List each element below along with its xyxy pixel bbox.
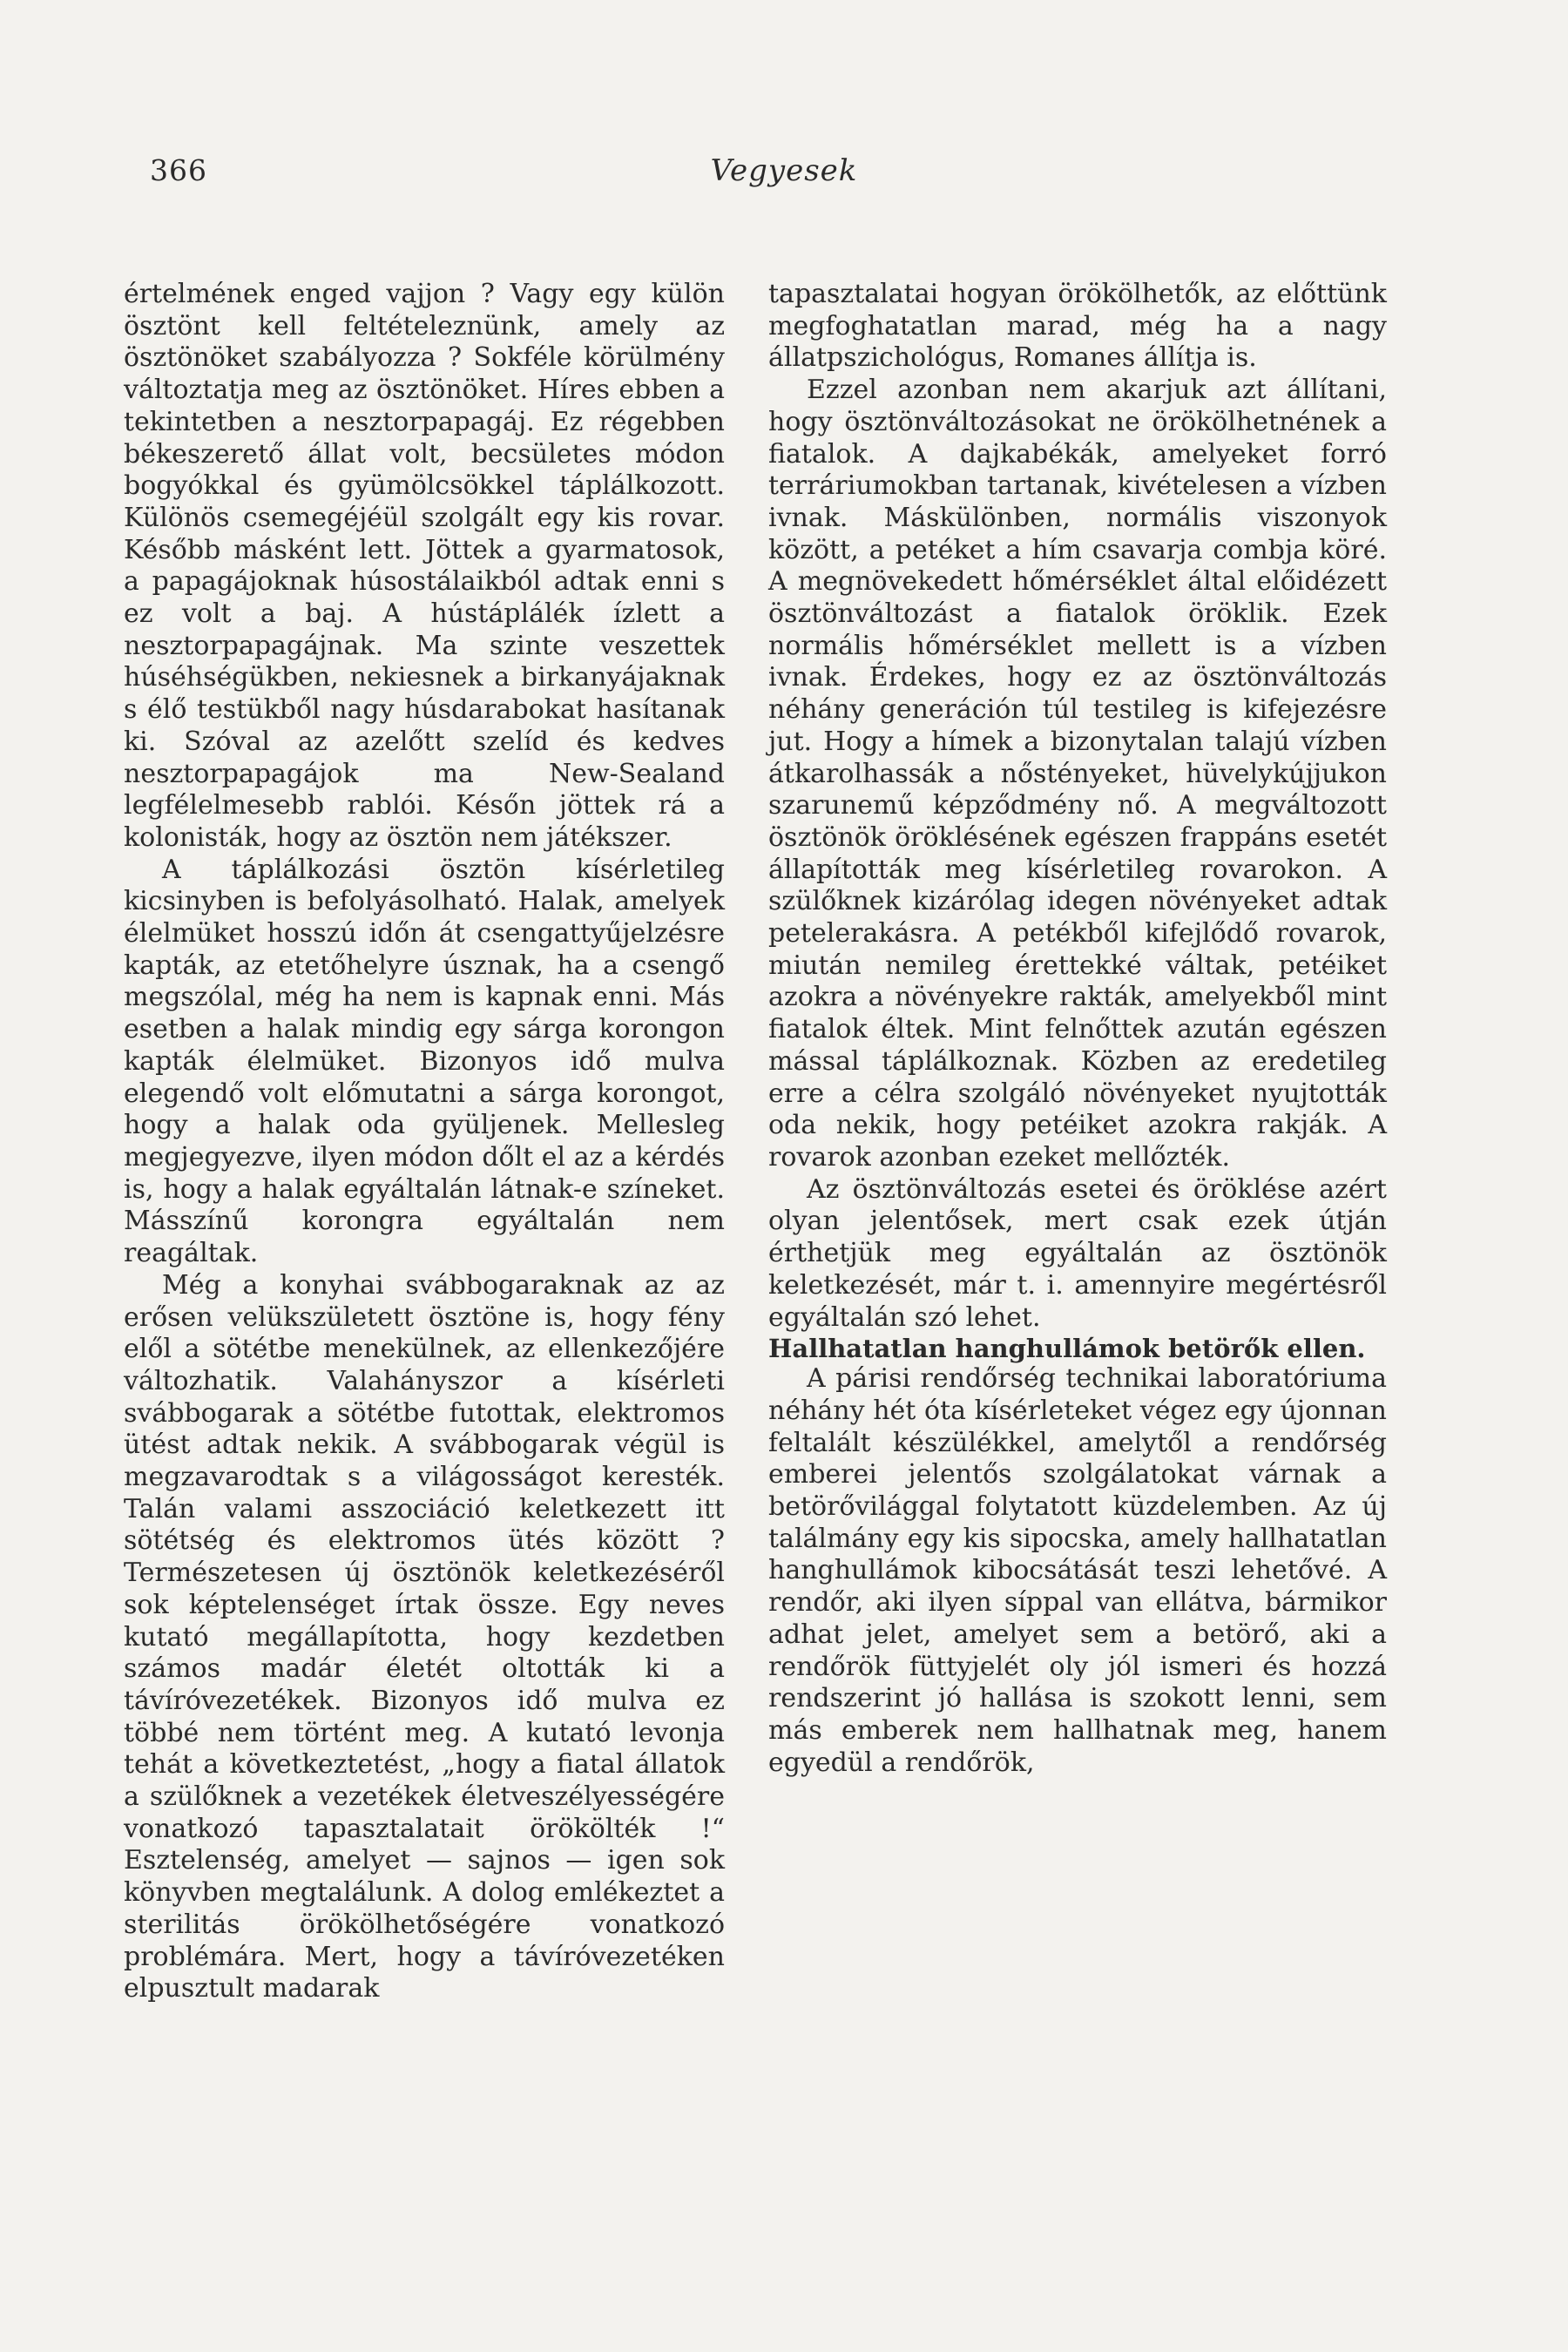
- paragraph: A táplálkozási ösztön kísérletileg kicsinyben is befolyásolható. Halak, amelyek élelmüket hosszú időn át csengattyűjelzésre kapták, az etetőhelyre úsznak, ha a csengő megszólal, még ha nem is kapnak enni. Más esetben a halak mindig egy sárga korongon kapták élelmüket. Bizonyos idő mulva elegendő volt előmutatni a sárga korongot, hogy a halak oda gyüljenek. Mellesleg megjegyezve, ilyen módon dőlt el az a kérdés is, hogy a halak egyáltalán látnak-e színeket. Másszínű korongra egyáltalán nem reagáltak.: [124, 854, 725, 1269]
- paragraph: Még a konyhai svábbogaraknak az az erősen velükszületett ösztöne is, hogy fény elől a sötétbe menekülnek, az ellenkezőjére változhatik. Valahányszor a kísérleti svábbogarak a sötétbe futottak, elektromos ütést adtak nekik. A svábbogarak végül is megzavarodtak s a világosságot keresték. Talán valami asszociáció keletkezett itt sötétség és elektromos ütés között ? Természetesen új ösztönök keletkezéséről sok képtelenséget írtak össze. Egy neves kutató megállapította, hogy kezdetben számos madár életét oltották ki a távíróvezetékek. Bizonyos idő mulva ez többé nem történt meg. A kutató levonja tehát a következtetést, „hogy a fiatal állatok a szülőknek a vezetékek életveszélyességére vonatkozó tapasztalatait örökölték !“ Esztelenség, amelyet — sajnos — igen sok könyvben megtalálunk. A dolog emlékeztet a sterilitás örökölhetőségére vonatkozó problémára. Mert, hogy a távíróvezetéken elpusztult madarak: [124, 1269, 725, 2004]
- running-title: Vegyesek: [710, 153, 858, 188]
- paragraph: Ezzel azonban nem akarjuk azt állítani, hogy ösztönváltozásokat ne örökölhetnének a fiatalok. A dajkabékák, amelyeket forró terráriumokban tartanak, kivételesen a vízben ivnak. Máskülönben, normális viszonyok között, a petéket a hím csavarja combja köré. A megnövekedett hőmérséklet által előidézett ösztönváltozást a fiatalok öröklik. Ezek normális hőmérséklet mellett is a vízben ivnak. Érdekes, hogy ez az ösztönváltozás néhány generáción túl testileg is kifejezésre jut. Hogy a hímek a bizonytalan talajú vízben átkarolhassák a nőstényeket, hüvelykújjukon szarunemű képződmény nő. A megváltozott ösztönök öröklésének egészen frappáns esetét állapították meg kísérletileg rovarokon. A szülőknek kizárólag idegen növényeket adtak petelerakásra. A petékből kifejlődő rovarok, miután nemileg érettekké váltak, petéiket azokra a növényekre rakták, amelyekből mint fiatalok éltek. Mint felnőttek azután egészen mással táplálkoznak. Közben az eredetileg erre a célra szolgáló növényeket nyujtották oda nekik, hogy petéiket azokra rakják. A rovarok azonban ezeket mellőzték.: [768, 375, 1387, 1173]
- paragraph: A párisi rendőrség technikai laboratóriuma néhány hét óta kísérleteket végez egy újonnan feltalált készülékkel, amelytől a rendőrség emberei jelentős szolgálatokat várnak a betörővilággal folytatott küzdelemben. Az új találmány egy kis sipocska, amely hallhatatlan hanghullámok kibocsátását teszi lehetővé. A rendőr, aki ilyen síppal van ellátva, bármikor adhat jelet, amelyet sem a betörő, aki a rendőrök füttyjelét oly jól ismeri és hozzá rendszerint jó hallása is szokott lenni, sem más emberek nem hallhatnak meg, hanem egyedül a rendőrök,: [768, 1363, 1387, 1778]
- section-title: Hallhatatlan hanghullámok betörők ellen.: [768, 1334, 1366, 1364]
- paragraph: tapasztalatai hogyan örökölhetők, az előttünk megfoghatatlan marad, még ha a nagy állatpszichológus, Romanes állítja is.: [768, 279, 1387, 374]
- paragraph: Az ösztönváltozás esetei és öröklése azért olyan jelentősek, mert csak ezek útján érthetjük meg egyáltalán az ösztönök keletkezését, már t. i. amennyire megértésről egyáltalán szó lehet.: [768, 1173, 1387, 1333]
- page-number: 366: [150, 153, 207, 187]
- paragraph: értelmének enged vajjon ? Vagy egy külön ösztönt kell feltételeznünk, amely az ösztönöket szabályozza ? Sokféle körülmény változtatja meg az ösztönöket. Híres ebben a tekintetben a nesztorpapagáj. Ez régebben békeszerető állat volt, becsületes módon bogyókkal és gyümölcsökkel táplálkozott. Különös csemegéjéül szolgált egy kis rovar. Később másként lett. Jöttek a gyarmatosok, a papagájoknak húsostálaikból adtak enni s ez volt a baj. A hústáplálék ízlett a nesztorpapagájnak. Ma szinte veszettek húséhségükben, nekiesnek a birkanyájaknak s élő testükből nagy húsdarabokat hasítanak ki. Szóval az azelőtt szelíd és kedves nesztorpapagájok ma New-Sealand legfélelmesebb rablói. Későn jöttek rá a kolonisták, hogy az ösztön nem játékszer.: [124, 279, 725, 853]
- right-column: [768, 279, 1387, 1779]
- left-column: [124, 279, 725, 2005]
